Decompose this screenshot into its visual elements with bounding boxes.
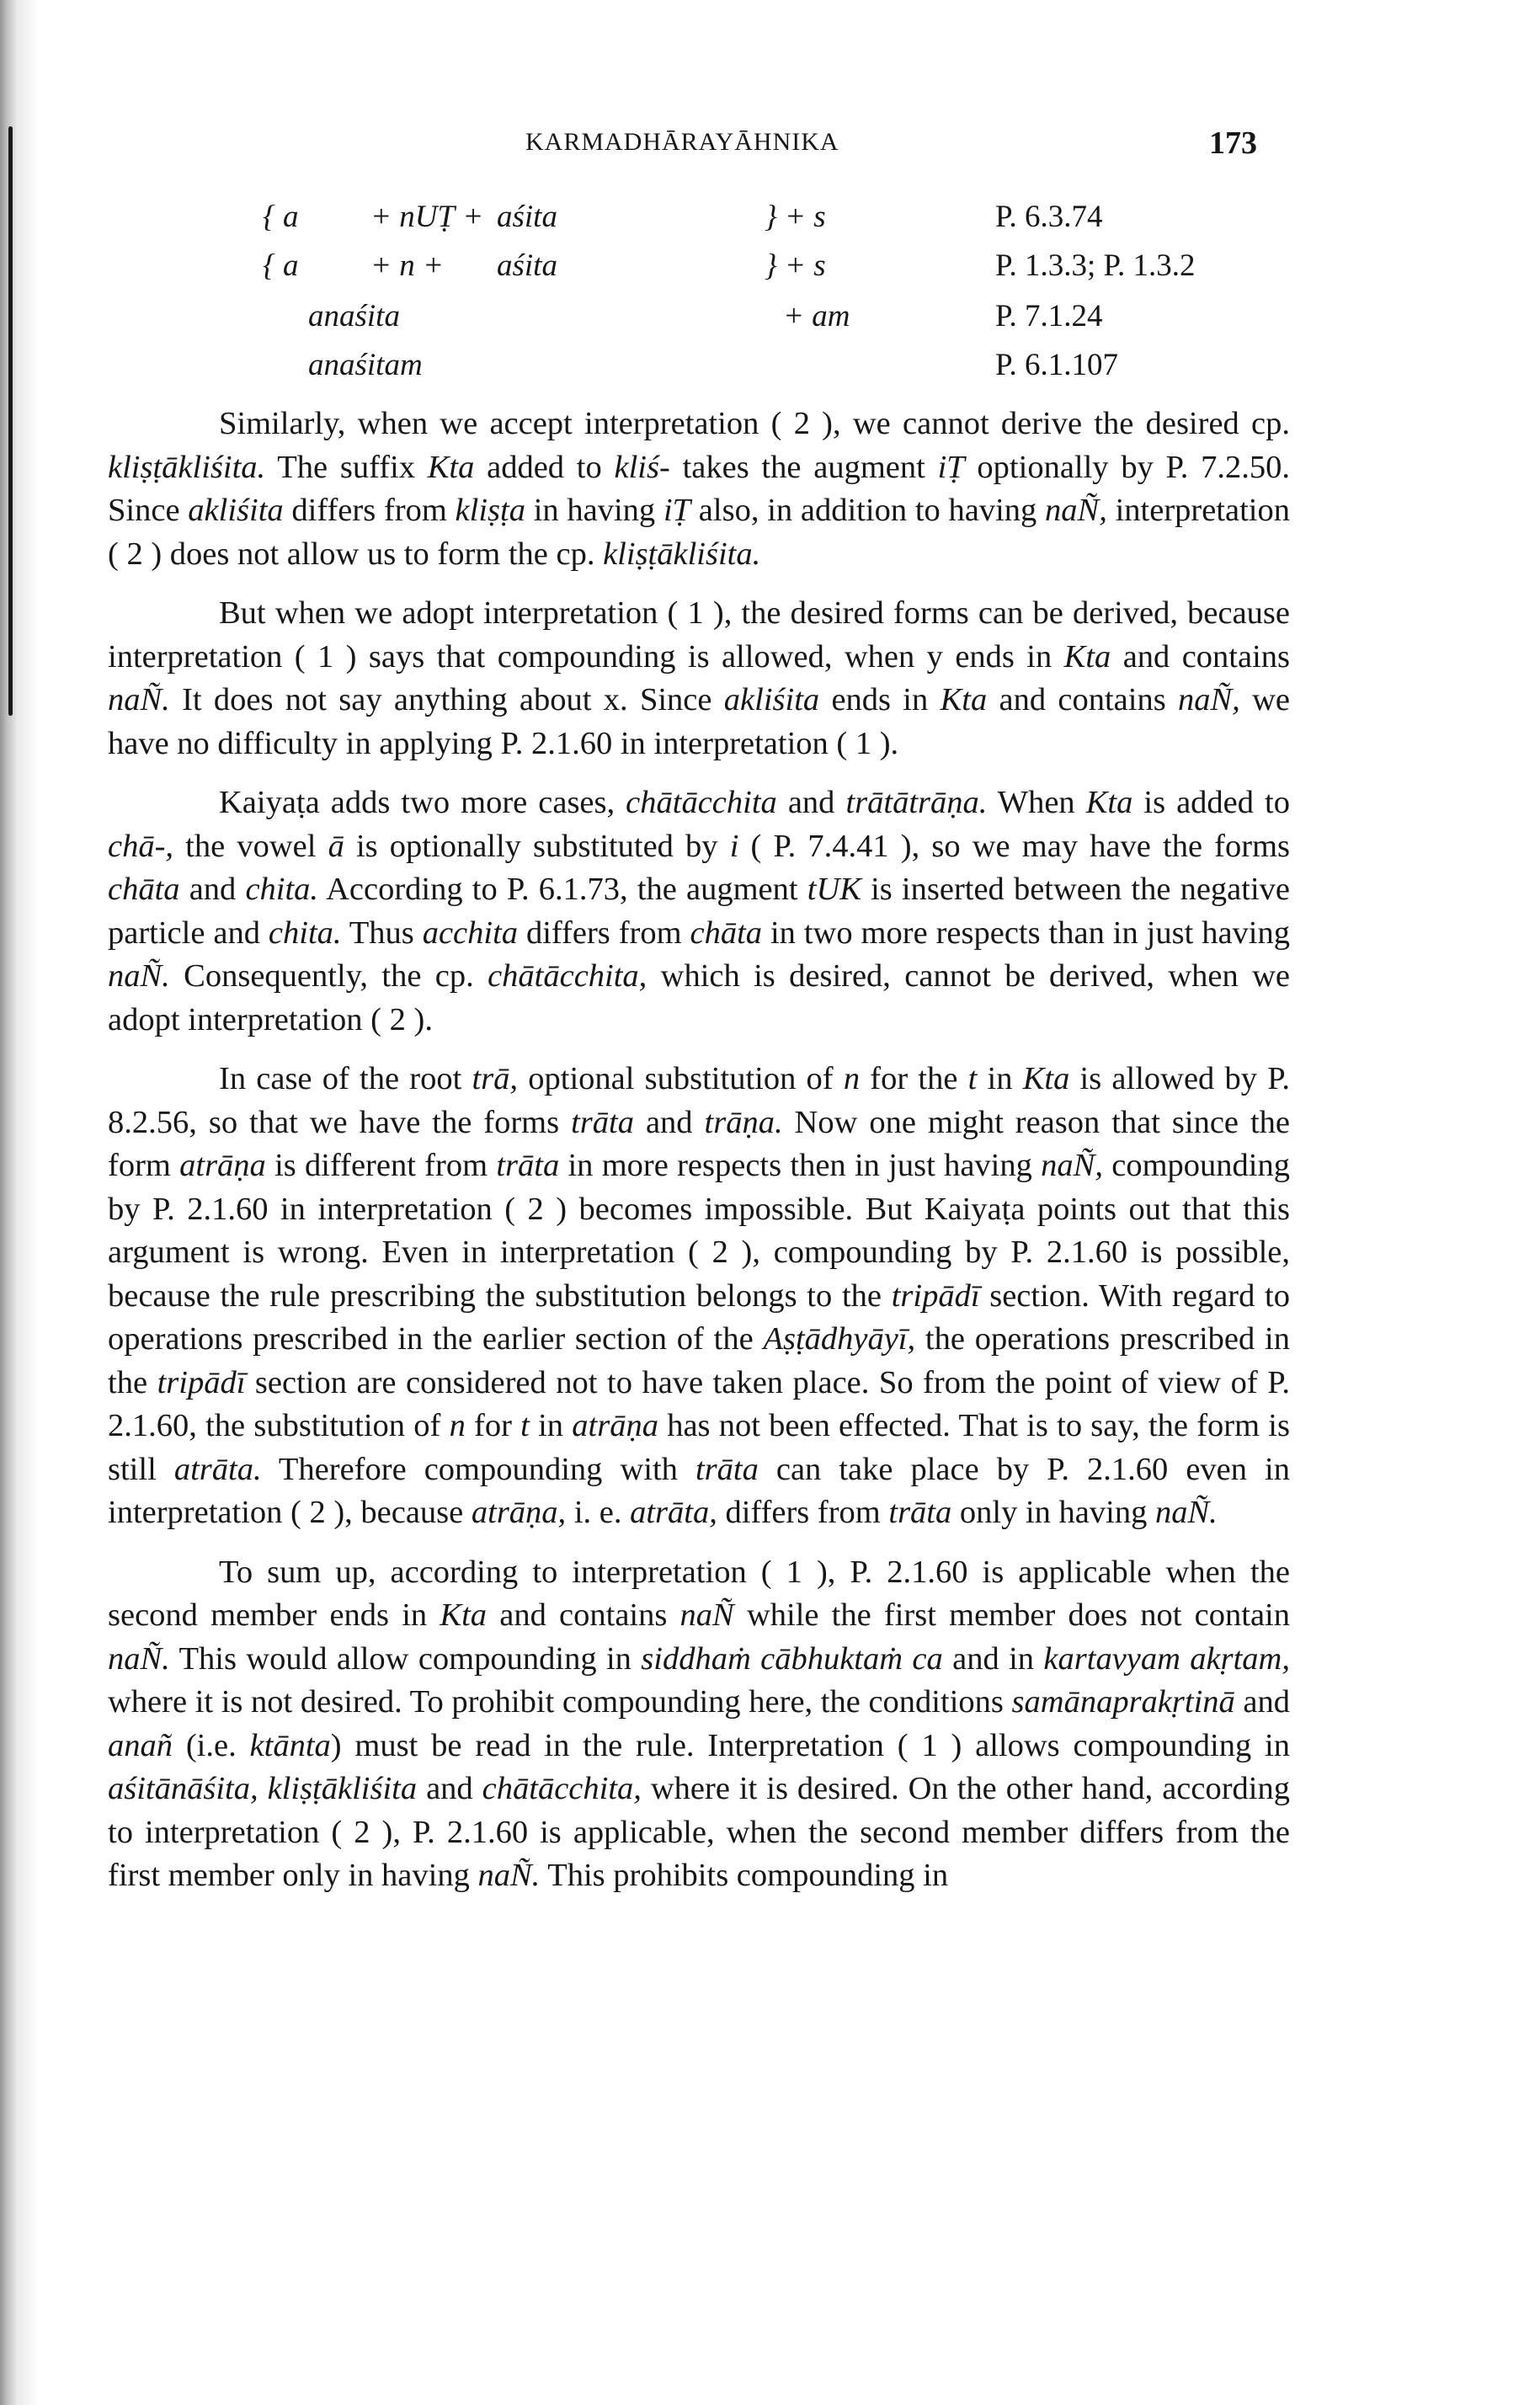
- derivation-suffix: + am: [783, 299, 850, 333]
- derivation-stem: aśita: [497, 200, 557, 234]
- derivation-rule: P. 7.1.24: [995, 299, 1103, 333]
- paragraph: In case of the root trā, optional substitution of n for the t in Kta is allowed by P. 8.2.56, so that we have the forms trāta and trāṇa. Now one might reason that since the form atrāṇa is different from trāta in more respects then in just having naÑ, compounding by P. 2.1.60 in interpretation ( 2 ) becomes impossible. But Kaiyaṭa points out that this argument is wrong. Even in interpretation ( 2 ), compounding by P. 2.1.60 is possible, because the rule prescribing the substitution belongs to the tripādī section. With regard to operations prescribed in the earlier section of the Aṣṭādhyāyī, the operations prescribed in the tripādī section are considered not to have taken place. So from the point of view of P. 2.1.60, the substitution of n for t in atrāṇa has not been effected. That is to say, the form is still atrāta. Therefore compounding with trāta can take place by P. 2.1.60 even in interpretation ( 2 ), because atrāṇa, i. e. atrāta, differs from trāta only in having naÑ.: [108, 1061, 1291, 1530]
- derivation-row: [0, 298, 1540, 345]
- derivation-suffix: } + s: [765, 248, 826, 283]
- derivation-rule: P. 6.3.74: [995, 200, 1103, 234]
- derivation-rule: P. 6.1.107: [995, 348, 1118, 382]
- page-number: 173: [1209, 125, 1257, 161]
- derivation-form: anaśita: [308, 299, 400, 333]
- derivation-row: [0, 248, 1540, 295]
- derivation-augment: + n +: [370, 248, 444, 283]
- derivation-form: { a: [263, 248, 299, 283]
- page-header: [0, 125, 1540, 161]
- paragraph: To sum up, according to interpretation ( 1 ), P. 2.1.60 is applicable when the second member ends in Kta and contains naÑ while the first member does not contain naÑ. This would allow compounding in siddhaṁ cābhuktaṁ ca and in kartavyam akṛtam, where it is not desired. To prohibit compounding here, the conditions samānaprakṛtinā and anañ (i.e. ktānta) must be read in the rule. Interpretation ( 1 ) allows compounding in aśitānāśita, kliṣṭākliśita and chātācchita, where it is desired. On the other hand, according to interpretation ( 2 ), P. 2.1.60 is applicable, when the second member differs from the first member only in having naÑ. This prohibits compounding in: [108, 1554, 1290, 1893]
- paragraph: But when we adopt interpretation ( 1 ), the desired forms can be derived, because interpretation ( 1 ) says that compounding is allowed, when y ends in Kta and contains naÑ. It does not say anything about x. Since akliśita ends in Kta and contains naÑ, we have no difficulty in applying P. 2.1.60 in interpretation ( 1 ).: [108, 595, 1291, 761]
- derivation-form: { a: [263, 200, 299, 234]
- derivation-suffix: } + s: [765, 200, 826, 234]
- paragraph: Similarly, when we accept interpretation ( 2 ), we cannot derive the desired cp. kliṣṭākliśita. The suffix Kta added to kliś- takes the augment iṬ optionally by P. 7.2.50. Since akliśita differs from kliṣṭa in having iṬ also, in addition to having naÑ, interpretation ( 2 ) does not allow us to form the cp. kliṣṭākliśita.: [108, 406, 1290, 572]
- derivation-form: anaśitam: [308, 348, 423, 382]
- body-text: [108, 403, 1290, 1912]
- derivation-rule: P. 1.3.3; P. 1.3.2: [995, 248, 1196, 283]
- running-head: KARMADHĀRAYĀHNIKA: [525, 128, 839, 156]
- derivation-stem: aśita: [497, 248, 557, 283]
- paragraph: Kaiyaṭa adds two more cases, chātācchita and trātātrāṇa. When Kta is added to chā-, the vowel ā is optionally substituted by i ( P. 7.4.41 ), so we may have the forms chāta and chita. According to P. 6.1.73, the augment tUK is inserted between the negative particle and chita. Thus acchita differs from chāta in two more respects than in just having naÑ. Consequently, the cp. chātācchita, which is desired, cannot be derived, when we adopt interpretation ( 2 ).: [108, 785, 1291, 1037]
- derivation-row: [0, 347, 1540, 394]
- derivation-row: [0, 199, 1540, 246]
- derivation-augment: + nUṬ +: [370, 200, 484, 234]
